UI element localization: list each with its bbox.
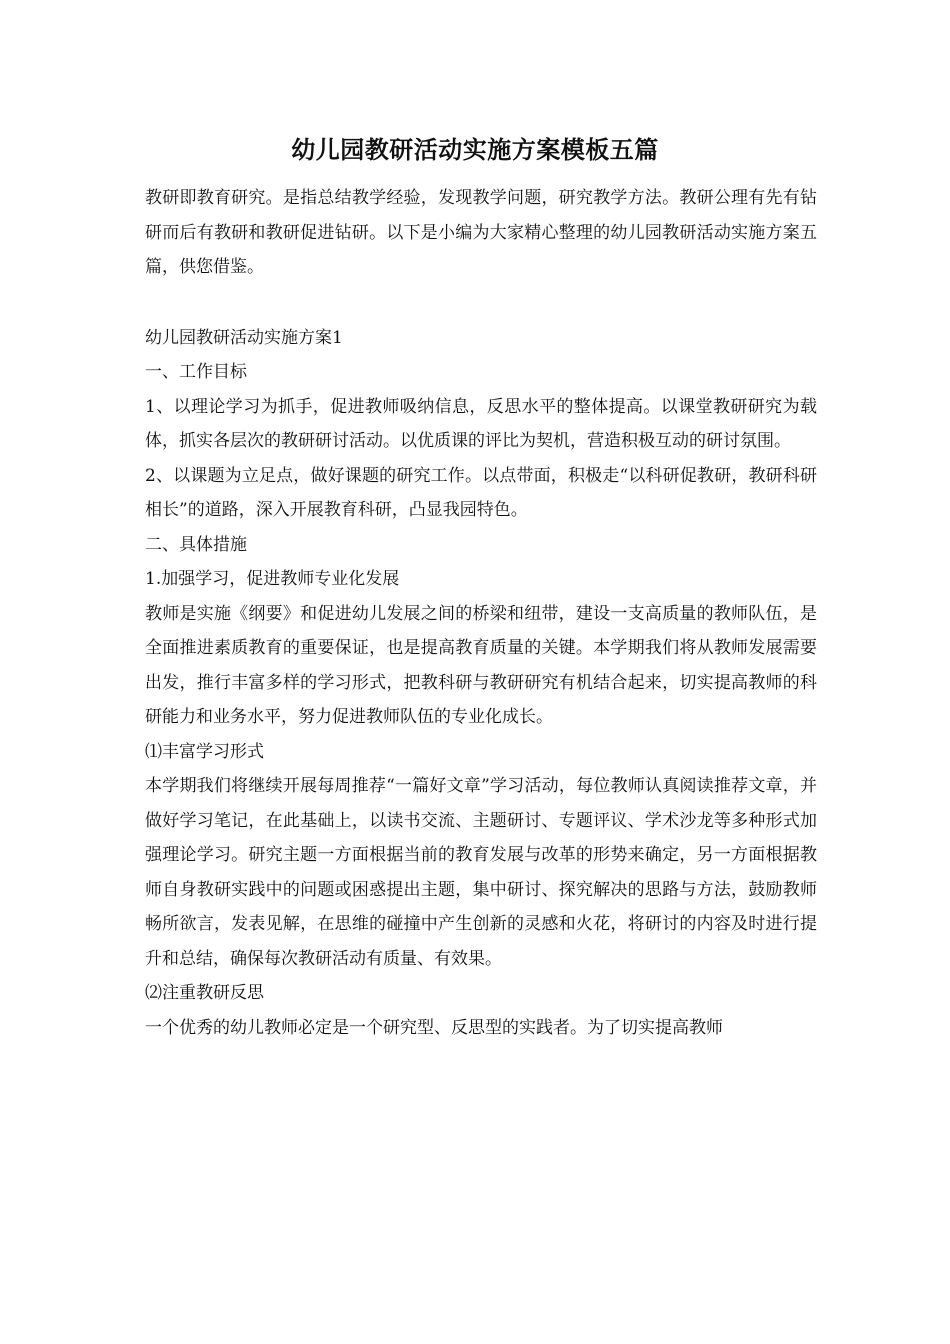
part-heading-goals: 一、工作目标 xyxy=(145,362,247,382)
part-heading-measures: 二、具体措施 xyxy=(145,534,247,555)
document-body xyxy=(145,181,817,1045)
sub-heading-1: ⑴丰富学习形式 xyxy=(145,741,264,762)
intro-paragraph: 教研即教育研究。是指总结教学经验，发现教学问题，研究教学方法。教研公理有先有钻研而后有教研和教研促进钻研。以下是小编为大家精心整理的幼儿园教研活动实施方案五篇，供您借鉴。 xyxy=(145,188,817,277)
sub-paragraph-2: 一个优秀的幼儿教师必定是一个研究型、反思型的实践者。为了切实提高教师 xyxy=(145,1017,723,1038)
document-title: 幼儿园教研活动实施方案模板五篇 xyxy=(291,135,659,164)
section-heading: 幼儿园教研活动实施方案1 xyxy=(145,327,343,348)
measure-heading-1: 1.加强学习，促进教师专业化发展 xyxy=(145,569,400,589)
goal-paragraph-1: 1、以理论学习为抓手，促进教师吸纳信息，反思水平的整体提高。以课堂教研研究为载体，抓实各层次的教研研讨活动。以优质课的评比为契机，营造积极互动的研讨氛围。 xyxy=(145,396,817,451)
measure-paragraph-1: 教师是实施《纲要》和促进幼儿发展之间的桥梁和纽带，建设一支高质量的教师队伍，是全面推进素质教育的重要保证，也是提高教育质量的关键。本学期我们将从教师发展需要出发，推行丰富多样的学习形式，把教科研与教研研究有机结合起来，切实提高教师的科研能力和业务水平，努力促进教师队伍的专业化成长。 xyxy=(145,603,817,727)
paragraph-spacer xyxy=(145,285,817,321)
goal-paragraph-2: 2、以课题为立足点，做好课题的研究工作。以点带面，积极走“以科研促教研，教研科研相长”的道路，深入开展教育科研，凸显我园特色。 xyxy=(145,465,817,520)
sub-heading-2: ⑵注重教研反思 xyxy=(145,983,264,1003)
sub-paragraph-1: 本学期我们将继续开展每周推荐“一篇好文章”学习活动，每位教师认真阅读推荐文章，并做好学习笔记，在此基础上，以读书交流、主题研讨、专题评议、学术沙龙等多种形式加强理论学习。研究主题一方面根据当前的教育发展与改革的形势来确定，另一方面根据教师自身教研实践中的问题或困惑提出主题，集中研讨、探究解决的思路与方法，鼓励教师畅所欲言，发表见解，在思维的碰撞中产生创新的灵感和火花，将研讨的内容及时进行提升和总结，确保每次教研活动有质量、有效果。 xyxy=(145,776,817,969)
